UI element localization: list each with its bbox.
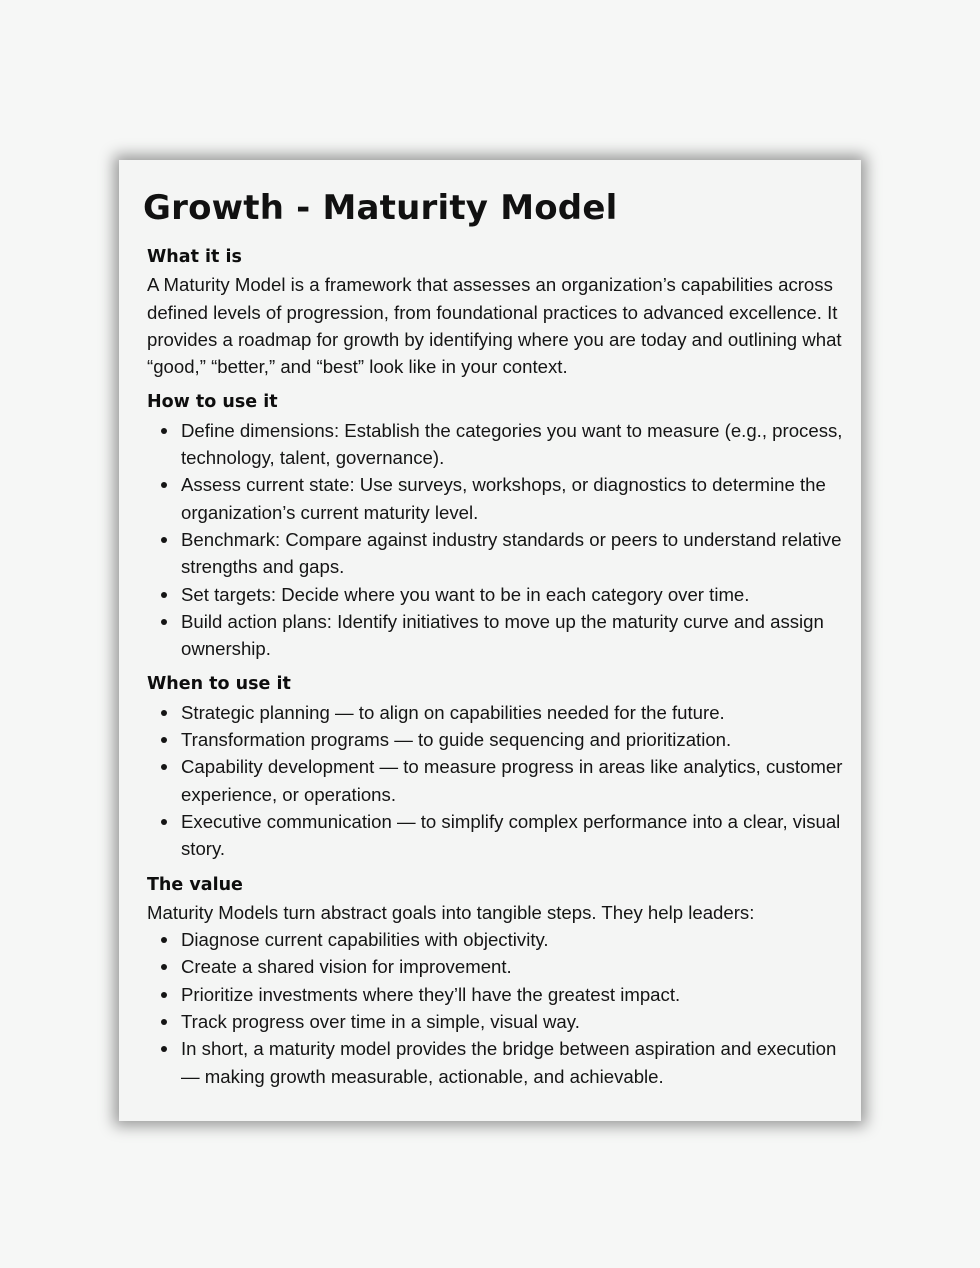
bullet-icon	[161, 764, 167, 770]
bullet-icon	[161, 819, 167, 825]
bullet-list	[147, 417, 847, 663]
bullet-icon	[161, 537, 167, 543]
bullet-icon	[161, 619, 167, 625]
section-the-value	[147, 872, 847, 1090]
section-heading: How to use it	[147, 392, 278, 413]
list-item-text: Benchmark: Compare against industry standards or peers to understand relative strengths and gaps.	[181, 528, 842, 578]
list-item-text: Diagnose current capabilities with objectivity.	[181, 929, 549, 951]
bullet-icon	[161, 937, 167, 943]
list-item	[147, 608, 847, 663]
bullet-icon	[161, 428, 167, 434]
bullet-icon	[161, 592, 167, 598]
section-how-to-use	[147, 389, 847, 662]
bullet-list	[147, 699, 847, 863]
section-heading: What it is	[147, 247, 242, 267]
list-item-text: Set targets: Decide where you want to be in each category over time.	[181, 583, 750, 605]
list-item	[147, 726, 847, 753]
document-content	[147, 244, 847, 1099]
list-item-text: Transformation programs — to guide sequencing and prioritization.	[181, 729, 732, 751]
list-item	[147, 808, 847, 863]
bullet-icon	[161, 1046, 167, 1052]
list-item	[147, 581, 847, 608]
list-item	[147, 471, 847, 526]
list-item	[147, 526, 847, 581]
list-item-text: Executive communication — to simplify complex performance into a clear, visual story.	[181, 810, 841, 860]
bullet-icon	[161, 482, 167, 488]
list-item-text: Strategic planning — to align on capabilities needed for the future.	[181, 701, 725, 723]
list-item-text: Build action plans: Identify initiatives to move up the maturity curve and assign ownership.	[181, 610, 824, 660]
list-item-text: In short, a maturity model provides the bridge between aspiration and execution — making growth measurable, actionable, and achievable.	[181, 1038, 837, 1087]
list-item-text: Track progress over time in a simple, visual way.	[181, 1011, 580, 1033]
list-item	[147, 417, 847, 472]
list-item	[147, 699, 847, 726]
section-heading: When to use it	[147, 674, 291, 695]
list-item	[147, 1035, 847, 1090]
bullet-list	[147, 926, 847, 1090]
list-item-text: Prioritize investments where they’ll have the greatest impact.	[181, 983, 681, 1005]
page-title: Growth - Maturity Model	[143, 188, 618, 228]
bullet-icon	[161, 710, 167, 716]
bullet-icon	[161, 737, 167, 743]
list-item-text: Create a shared vision for improvement.	[181, 956, 512, 978]
list-item	[147, 1008, 847, 1035]
list-item	[147, 926, 847, 953]
section-what-it-is	[147, 244, 847, 380]
list-item	[147, 953, 847, 980]
section-paragraph: A Maturity Model is a framework that assesses an organization’s capabilities across defined levels of progression, from foundational practices to advanced excellence. It provides a roadmap for growth by identifying where you are today and outlining what “good,” “better,” and “best” look like in your context.	[147, 274, 842, 378]
bullet-icon	[161, 992, 167, 998]
list-item	[147, 753, 847, 808]
section-when-to-use	[147, 671, 847, 862]
list-item	[147, 981, 847, 1008]
section-heading: The value	[147, 874, 243, 895]
bullet-icon	[161, 964, 167, 970]
list-item-text: Capability development — to measure progress in areas like analytics, customer experience, or operations.	[181, 756, 843, 805]
list-item-text: Define dimensions: Establish the categories you want to measure (e.g., process, technology, talent, governance).	[181, 419, 843, 469]
section-paragraph: Maturity Models turn abstract goals into tangible steps. They help leaders:	[147, 901, 755, 923]
list-item-text: Assess current state: Use surveys, workshops, or diagnostics to determine the organization’s current maturity level.	[181, 474, 826, 523]
bullet-icon	[161, 1019, 167, 1025]
document-page	[119, 160, 861, 1121]
